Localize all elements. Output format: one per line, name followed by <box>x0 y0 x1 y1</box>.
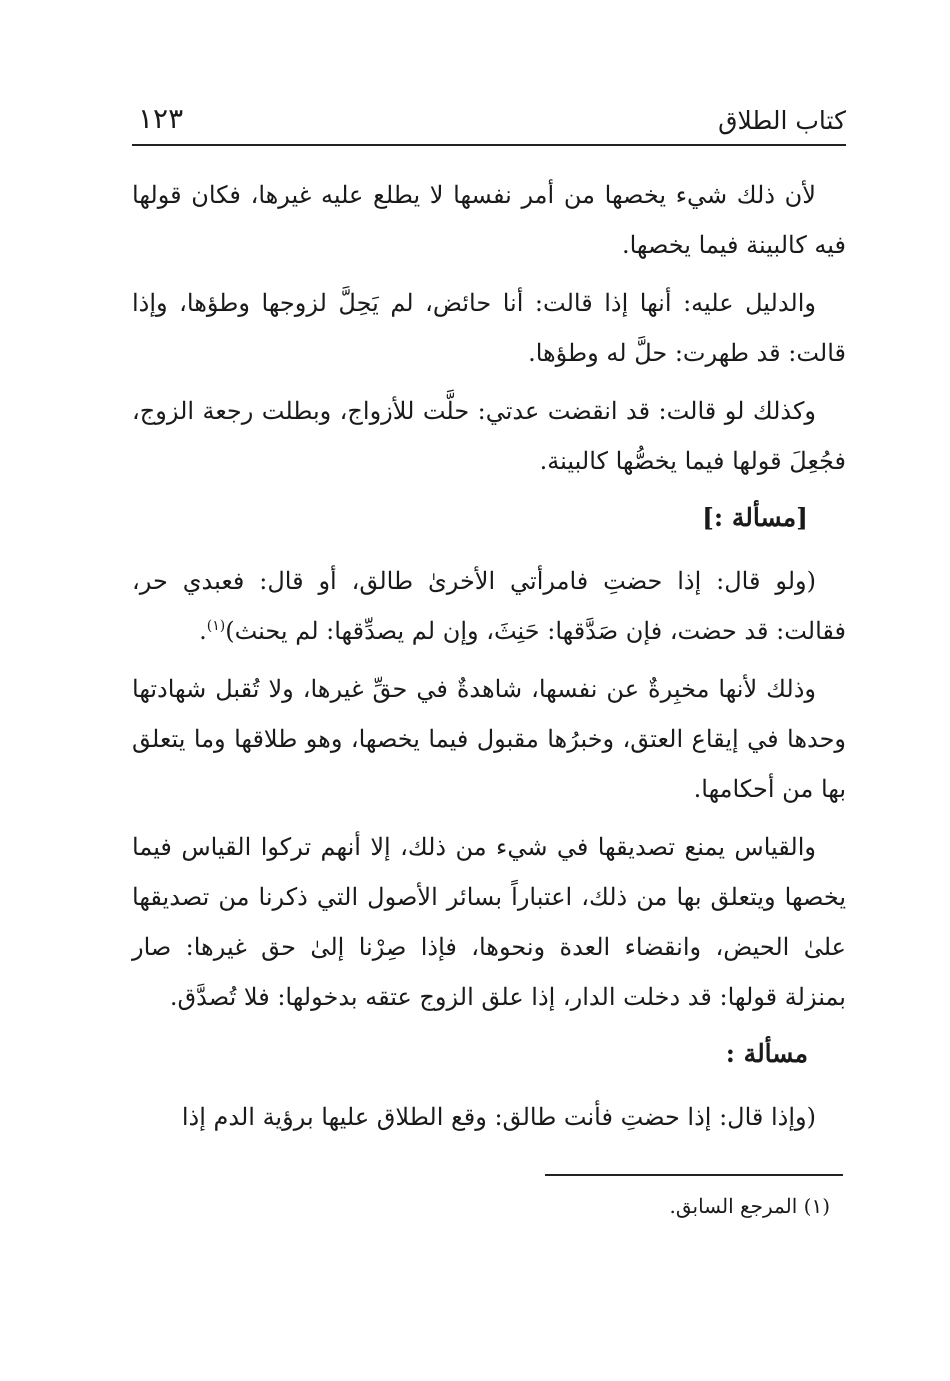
footnote: (١) المرجع السابق. <box>669 1194 830 1218</box>
quote-body: (ولو قال: إذا حضتِ فامرأتي الأخرىٰ طالق، أو قال: فعبدي حر، فقالت: قد حضت، فإن صَدَّقها: حَنِثَ، وإن لم يصدِّقها: لم يحنث) <box>132 567 846 645</box>
footnote-reference: (١) <box>206 618 226 634</box>
section-heading: [مسألة :] <box>702 503 808 532</box>
paragraph: لأن ذلك شيء يخصها من أمر نفسها لا يطلع عليه غيرها، فكان قولها فيه كالبينة فيما يخصها. <box>132 181 846 259</box>
section-heading: مسألة : <box>725 1039 808 1068</box>
quoted-text: (وإذا قال: إذا حضتِ فأنت طالق: وقع الطلاق عليها برؤية الدم إذا <box>181 1103 816 1131</box>
running-title: كتاب الطلاق <box>718 106 846 135</box>
page-header <box>132 100 846 146</box>
paragraph: وذلك لأنها مخبِرةٌ عن نفسها، شاهدةٌ في حقِّ غيرها، ولا تُقبل شهادتها وحدها في إيقاع العتق، وخبرُها مقبول فيما يخصها، وهو طلاقها وما يتعلق بها من أحكامها. <box>132 675 846 803</box>
quoted-text: (ولو قال: إذا حضتِ فامرأتي الأخرىٰ طالق، أو قال: فعبدي حر، فقالت: قد حضت، فإن صَدَّقها: حَنِثَ، وإن لم يصدِّقها: لم يحنث)$^{(١)}$. <box>132 567 846 645</box>
paragraph: والقياس يمنع تصديقها في شيء من ذلك، إلا أنهم تركوا القياس فيما يخصها ويتعلق بها من ذلك، اعتباراً بسائر الأصول التي ذكرنا من تصديقها علىٰ الحيض، وانقضاء العدة ونحوها، فإذا صِرْنا إلىٰ حق غيرها: صار بمنزلة قولها: قد دخلت الدار، إذا علق الزوج عتقه بدخولها: فلا تُصدَّق. <box>132 833 846 1011</box>
footnote-divider <box>545 1174 843 1176</box>
paragraph: وكذلك لو قالت: قد انقضت عدتي: حلَّت للأزواج، وبطلت رجعة الزوج، فجُعِلَ قولها فيما يخصُّها كالبينة. <box>132 397 846 475</box>
page-number: ١٢٣ <box>138 102 184 135</box>
paragraph: والدليل عليه: أنها إذا قالت: أنا حائض، لم يَحِلَّ لزوجها وطؤها، وإذا قالت: قد طهرت: حلَّ له وطؤها. <box>132 289 846 367</box>
main-text <box>132 170 846 1150</box>
